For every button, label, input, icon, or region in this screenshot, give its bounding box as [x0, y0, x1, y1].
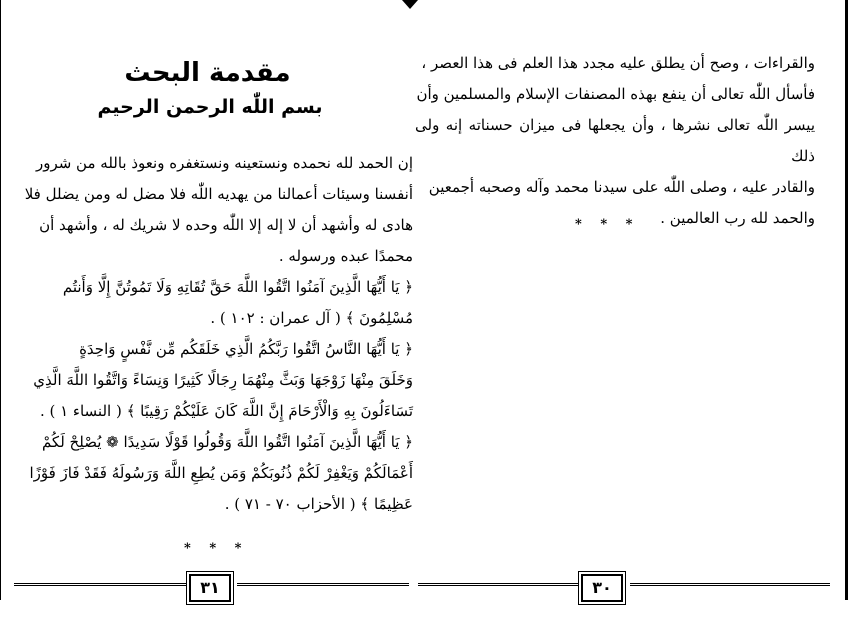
text-line: والحمد لله رب العالمين .	[660, 209, 815, 227]
left-page-body	[18, 148, 413, 520]
footer-rule-right-b	[630, 583, 830, 586]
right-page-body	[415, 48, 815, 234]
footer-rule-left-a	[14, 583, 186, 586]
text-line: محمدًا عبده ورسوله .	[278, 247, 413, 265]
text-line: أنفسنا وسيئات أعمالنا من يهديه اللّٰه فلا مضل له ومن يضلل فلا	[24, 185, 413, 203]
footer-rule-right-a	[418, 583, 578, 586]
quran-verse-line: تَسَاءَلُونَ بِهِ وَالْأَرْحَامَ إِنَّ اللَّهَ كَانَ عَلَيْكُمْ رَقِيبًا ﴾ ( النساء ١ ) .	[39, 402, 413, 420]
text-line: ييسر اللّٰه تعالى نشرها ، وأن يجعلها فى ميزان حسناته إنه ولى ذلك	[415, 116, 815, 165]
text-line: والقراءات ، وصح أن يطلق عليه مجدد هذا العلم فى هذا العصر ،	[421, 54, 815, 72]
quran-verse-line: ﴿ يَا أَيُّهَا النَّاسُ اتَّقُوا رَبَّكُمُ الَّذِي خَلَقَكُم مِّن نَّفْسٍ وَاحِدَةٍ	[79, 340, 413, 358]
basmala-subtitle: بسم اللّٰه الرحمن الرحيم	[97, 96, 323, 118]
quran-verse-line: ﴿ يَا أَيُّهَا الَّذِينَ آمَنُوا اتَّقُوا اللَّهَ حَقَّ تُقَاتِهِ وَلَا تَمُوتُنَّ إِلَّا وَأَنتُم	[62, 278, 413, 296]
text-line: والقادر عليه ، وصلى اللّٰه على سيدنا محمد وآله وصحبه أجمعين	[428, 178, 815, 196]
quran-verse-line: وَخَلَقَ مِنْهَا زَوْجَهَا وَبَثَّ مِنْهُمَا رِجَالًا كَثِيرًا وَنِسَاءً وَاتَّقُوا اللَّهَ الَّذِي	[33, 371, 413, 389]
section-divider-stars: * * *	[184, 541, 249, 556]
text-line: إن الحمد لله نحمده ونستعينه ونستغفره ونعوذ بالله من شرور	[35, 154, 413, 172]
quran-verse-line: ﴿ يَا أَيُّهَا الَّذِينَ آمَنُوا اتَّقُوا اللَّهَ وَقُولُوا قَوْلًا سَدِيدًا ❁ يُصْلِحْ لَكُمْ	[41, 433, 413, 451]
page-title: مقدمة البحث	[124, 58, 291, 88]
quran-verse-line: أَعْمَالَكُمْ وَيَغْفِرْ لَكُمْ ذُنُوبَكُمْ وَمَن يُطِعِ اللَّهَ وَرَسُولَهُ فَقَدْ فَازَ فَوْزًا	[29, 464, 413, 482]
section-divider-stars: * * *	[575, 217, 640, 232]
text-line: فأسأل اللّٰه تعالى أن ينفع بهذه المصنفات الإسلام والمسلمين وأن	[416, 85, 815, 103]
footer-rule-left-b	[237, 583, 409, 586]
page-number-left: ٣١	[189, 574, 231, 602]
page-number-right: ٣٠	[581, 574, 623, 602]
quran-verse-line: عَظِيمًا ﴾ ( الأحزاب ٧٠ - ٧١ ) .	[224, 495, 413, 513]
text-line: هادى له وأشهد أن لا إله إلا اللّٰه وحده لا شريك له ، وأشهد أن	[39, 216, 413, 234]
quran-verse-line: مُسْلِمُونَ ﴾ ( آل عمران : ١٠٢ ) .	[210, 309, 413, 327]
